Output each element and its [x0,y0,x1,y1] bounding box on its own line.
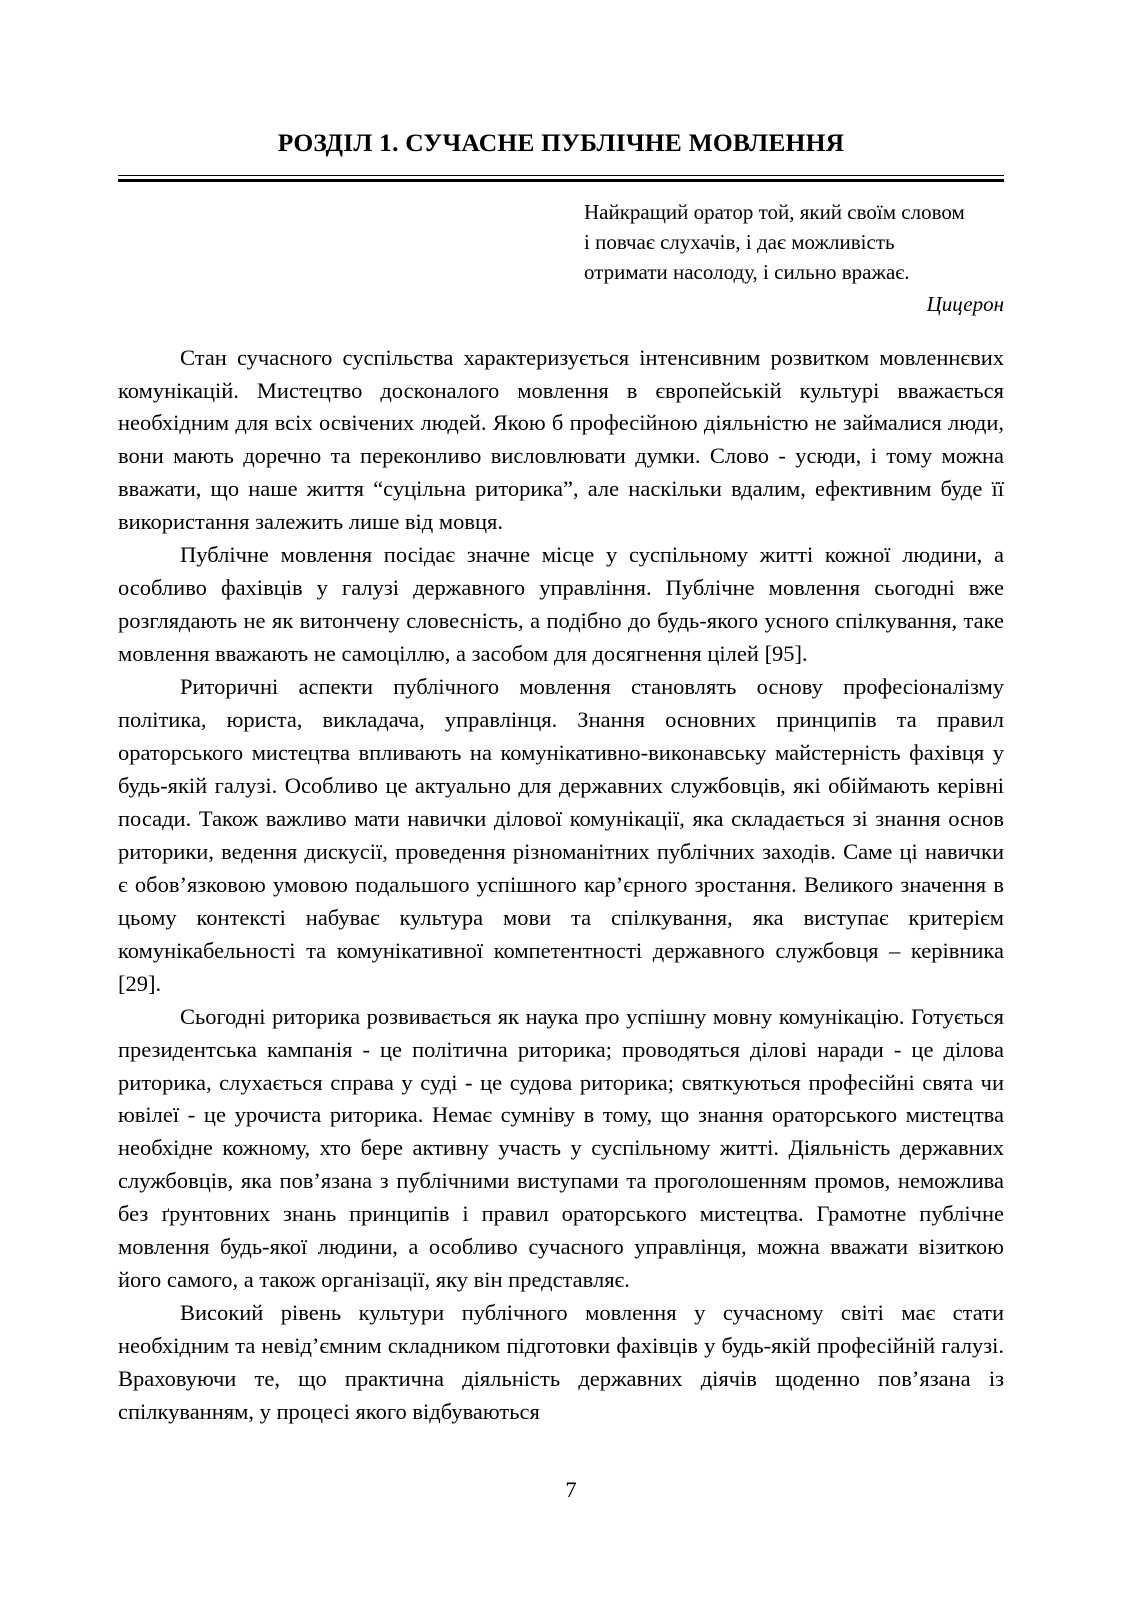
paragraph-2: Публічне мовлення посідає значне місце у суспільному житті кожної людини, а особливо фахівців у галузі державного управління. Публічне мовлення сьогодні вже розглядають не як витончену словесність, а подібно до будь-якого усного спілкування, таке мовлення вважають не самоціллю, а засобом для досягнення цілей [95]. [118,542,1004,667]
page-content [118,0,1004,1429]
paragraph-4: Сьогодні риторика розвивається як наука про успішну мовну комунікацію. Готується президентська кампанія - це політична риторика; проводяться ділові наради - це ділова риторика, слухається справа у суді - це судова риторика; святкуються професійні свята чи ювілеї - це урочиста риторика. Немає сумніву в тому, що знання ораторського мистецтва необхідне кожному, хто бере активну участь у суспільному житті. Діяльність державних службовців, яка пов’язана з публічними виступами та проголошенням промов, неможлива без ґрунтовних знань принципів і правил ораторського мистецтва. Грамотне публічне мовлення будь-якої людини, а особливо сучасного управлінця, можна вважати візиткою його самого, а також організації, яку він представляє. [118,1003,1004,1293]
epigraph-line-2: і повчає слухачів, і дає можливість [584,230,895,255]
epigraph-author: Цицерон [926,291,1004,316]
heading-divider [118,175,1004,182]
epigraph-block [584,198,1004,319]
paragraph-3: Риторичні аспекти публічного мовлення становлять основу професіоналізму політика, юриста, викладача, управлінця. Знання основних принципів та правил ораторського мистецтва впливають на комунікативно-виконавську майстерність фахівця у будь-якій галузі. Особливо це актуально для державних службовців, які обіймають керівні посади. Також важливо мати навички ділової комунікації, яка складається зі знання основ риторики, ведення дискусії, проведення різноманітних публічних заходів. Саме ці навички є обов’язковою умовою подальшого успішного кар’єрного зростання. Великого значення в цьому контексті набуває культура мови та спілкування, яка виступає критерієм комунікабельності та комунікативної компетентності державного службовця – керівника [29]. [118,674,1004,996]
epigraph-line-3: отримати насолоду, і сильно вражає. [584,259,910,284]
paragraph-1: Стан сучасного суспільства характеризується інтенсивним розвитком мовленнєвих комунікацій. Мистецтво досконалого мовлення в європейській культурі вважається необхідним для всіх освічених людей. Якою б професійною діяльністю не займалися люди, вони мають доречно та переконливо висловлювати думки. Слово - усюди, і тому можна вважати, що наше життя “суцільна риторика”, але наскільки вдалим, ефективним буде її використання залежить лише від мовця. [118,344,1004,535]
paragraph-5: Високий рівень культури публічного мовлення у сучасному світі має стати необхідним та невід’ємним складником підготовки фахівців у будь-якій професійній галузі. Враховуючи те, що практична діяльність державних діячів щоденно пов’язана із спілкуванням, у процесі якого відбуваються [118,1300,1004,1425]
page-title: РОЗДІЛ 1. СУЧАСНЕ ПУБЛІЧНЕ МОВЛЕННЯ [277,128,845,157]
body-text [118,342,1004,1429]
page-number: 7 [565,1477,577,1502]
epigraph-line-1: Найкращий оратор той, який своїм словом [584,200,965,225]
